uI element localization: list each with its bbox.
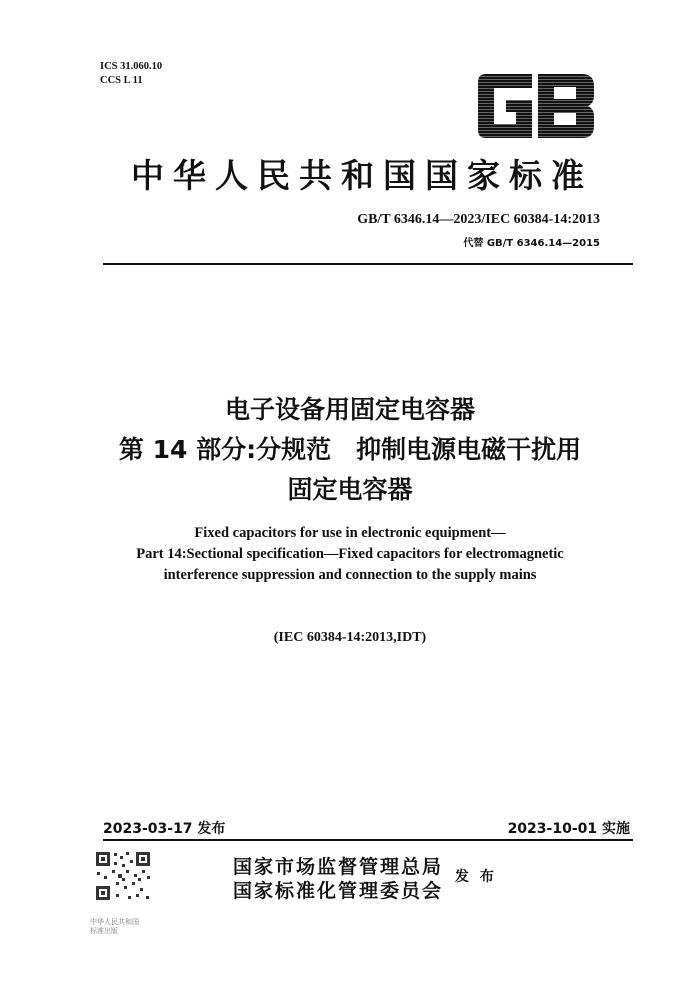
stamp-line: 中华人民共和国 bbox=[90, 918, 139, 926]
stamp-line: 标准出版 bbox=[90, 927, 118, 935]
chinese-title-line: 固定电容器 bbox=[287, 475, 413, 504]
english-title-line: Part 14:Sectional specification—Fixed capacitors for electromagnetic bbox=[136, 546, 564, 562]
issuing-authorities bbox=[233, 855, 443, 903]
chinese-title-line: 电子设备用固定电容器 bbox=[224, 395, 475, 424]
english-title-line: Fixed capacitors for use in electronic equipment— bbox=[194, 525, 506, 541]
gb-logo bbox=[470, 70, 600, 142]
implementation-date: 2023-10-01 实施 bbox=[507, 821, 630, 837]
ics-code: ICS 31.060.10 bbox=[100, 61, 163, 72]
issue-label: 发 布 bbox=[455, 869, 497, 885]
publisher-stamp bbox=[90, 918, 139, 936]
equivalence-note: (IEC 60384-14:2013,IDT) bbox=[273, 630, 427, 645]
ccs-code: CCS L 11 bbox=[100, 75, 143, 86]
header-divider bbox=[103, 263, 633, 265]
publication-date: 2023-03-17 发布 bbox=[103, 821, 226, 837]
issuer-name: 国家标准化管理委员会 bbox=[233, 880, 444, 902]
chinese-title-line: 第 14 部分:分规范 抑制电源电磁干扰用 bbox=[118, 435, 582, 464]
footer-divider bbox=[103, 839, 633, 841]
issuer-name: 国家市场监督管理总局 bbox=[233, 856, 444, 878]
replaces-standard: 代替 GB/T 6346.14—2015 bbox=[463, 238, 600, 249]
classification-codes bbox=[100, 60, 162, 88]
organization-title: 中华人民共和国国家标准 bbox=[131, 156, 593, 195]
english-title bbox=[60, 523, 640, 586]
qr-code bbox=[92, 848, 154, 904]
chinese-title bbox=[60, 390, 640, 510]
english-title-line: interference suppression and connection to the supply mains bbox=[163, 567, 537, 583]
standard-number: GB/T 6346.14—2023/IEC 60384-14:2013 bbox=[357, 212, 600, 227]
